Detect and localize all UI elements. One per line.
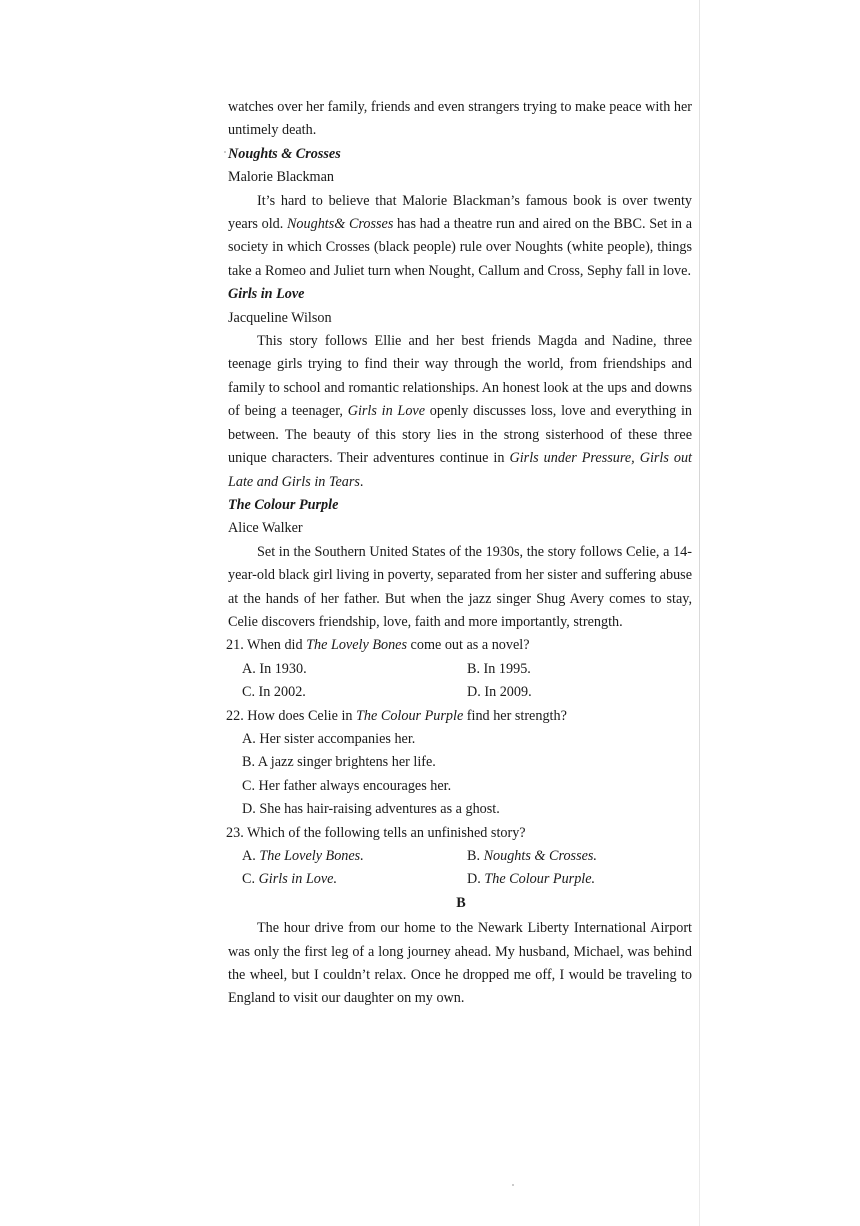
book-title: Noughts & Crosses — [228, 145, 341, 162]
book-title: The Colour Purple — [228, 496, 339, 513]
option-row — [228, 845, 692, 868]
question-22: 22. How does Celie in The Colour Purple find her strength? — [226, 707, 567, 724]
option-row — [228, 681, 692, 704]
option-row — [228, 868, 692, 891]
option-c: C. In 2002. — [242, 684, 306, 701]
book-author: Malorie Blackman — [228, 169, 334, 186]
option-b: B. In 1995. — [467, 660, 531, 677]
scan-speck — [224, 151, 226, 153]
text-column — [228, 96, 692, 1011]
book-description: Set in the Southern United States of the 1930s, the story follows Celie, a 14-year-old black girl living in poverty, separated from her sister and suffering abuse at the hands of her father. But when the jazz singer Shug Avery comes to stay, Celie discovers friendship, love, faith and more importantly, strength. — [228, 543, 692, 630]
passage-b-paragraph: The hour drive from our home to the Newark Liberty International Airport was only the first leg of a long journey ahead. My husband, Michael, was behind the wheel, but I couldn’t relax. Once he dropped me off, I would be traveling to England to visit our daughter on my own. — [228, 920, 692, 1007]
page-edge-line — [699, 0, 700, 1226]
option-d: D. She has hair-raising adventures as a ghost. — [242, 801, 500, 818]
option-b: B. A jazz singer brightens her life. — [242, 754, 436, 771]
question-23: 23. Which of the following tells an unfinished story? — [226, 824, 526, 841]
option-c: C. Her father always encourages her. — [242, 777, 452, 794]
section-heading: B — [456, 894, 466, 911]
option-a: A. The Lovely Bones. — [242, 848, 364, 864]
option-d: D. In 2009. — [467, 684, 532, 701]
book-description: It’s hard to believe that Malorie Blackman’s famous book is over twenty years old. Noughts& Crosses has had a theatre run and aired on the BBC. Set in a society in which Crosses (black people) rule over Noughts (white people), things take a Romeo and Juliet turn when Nought, Callum and Cross, Sephy fall in love. — [228, 192, 692, 279]
option-a: A. Her sister accompanies her. — [242, 730, 416, 747]
book-description: This story follows Ellie and her best friends Magda and Nadine, three teenage girls trying to find their way through the world, from friendships and family to school and romantic relationships. An honest look at the ups and downs of being a teenager, Girls in Love openly discusses loss, love and everything in between. The beauty of this story lies in the strong sisterhood of these three unique characters. Their adventures continue in Girls under Pressure, Girls out Late and Girls in Tears. — [228, 333, 693, 490]
book-author: Alice Walker — [228, 520, 303, 537]
intro-paragraph-end: watches over her family, friends and even strangers trying to make peace with her untimely death. — [228, 99, 692, 139]
question-21: 21. When did The Lovely Bones come out as a novel? — [226, 637, 530, 654]
book-title: Girls in Love — [228, 286, 305, 303]
option-b: B. Noughts & Crosses. — [467, 848, 597, 864]
option-row — [228, 658, 692, 681]
book-author: Jacqueline Wilson — [228, 309, 332, 326]
option-a: A. In 1930. — [242, 660, 307, 677]
scan-speck — [512, 1184, 514, 1186]
option-c: C. Girls in Love. — [242, 871, 337, 888]
option-d: D. The Colour Purple. — [467, 871, 596, 888]
